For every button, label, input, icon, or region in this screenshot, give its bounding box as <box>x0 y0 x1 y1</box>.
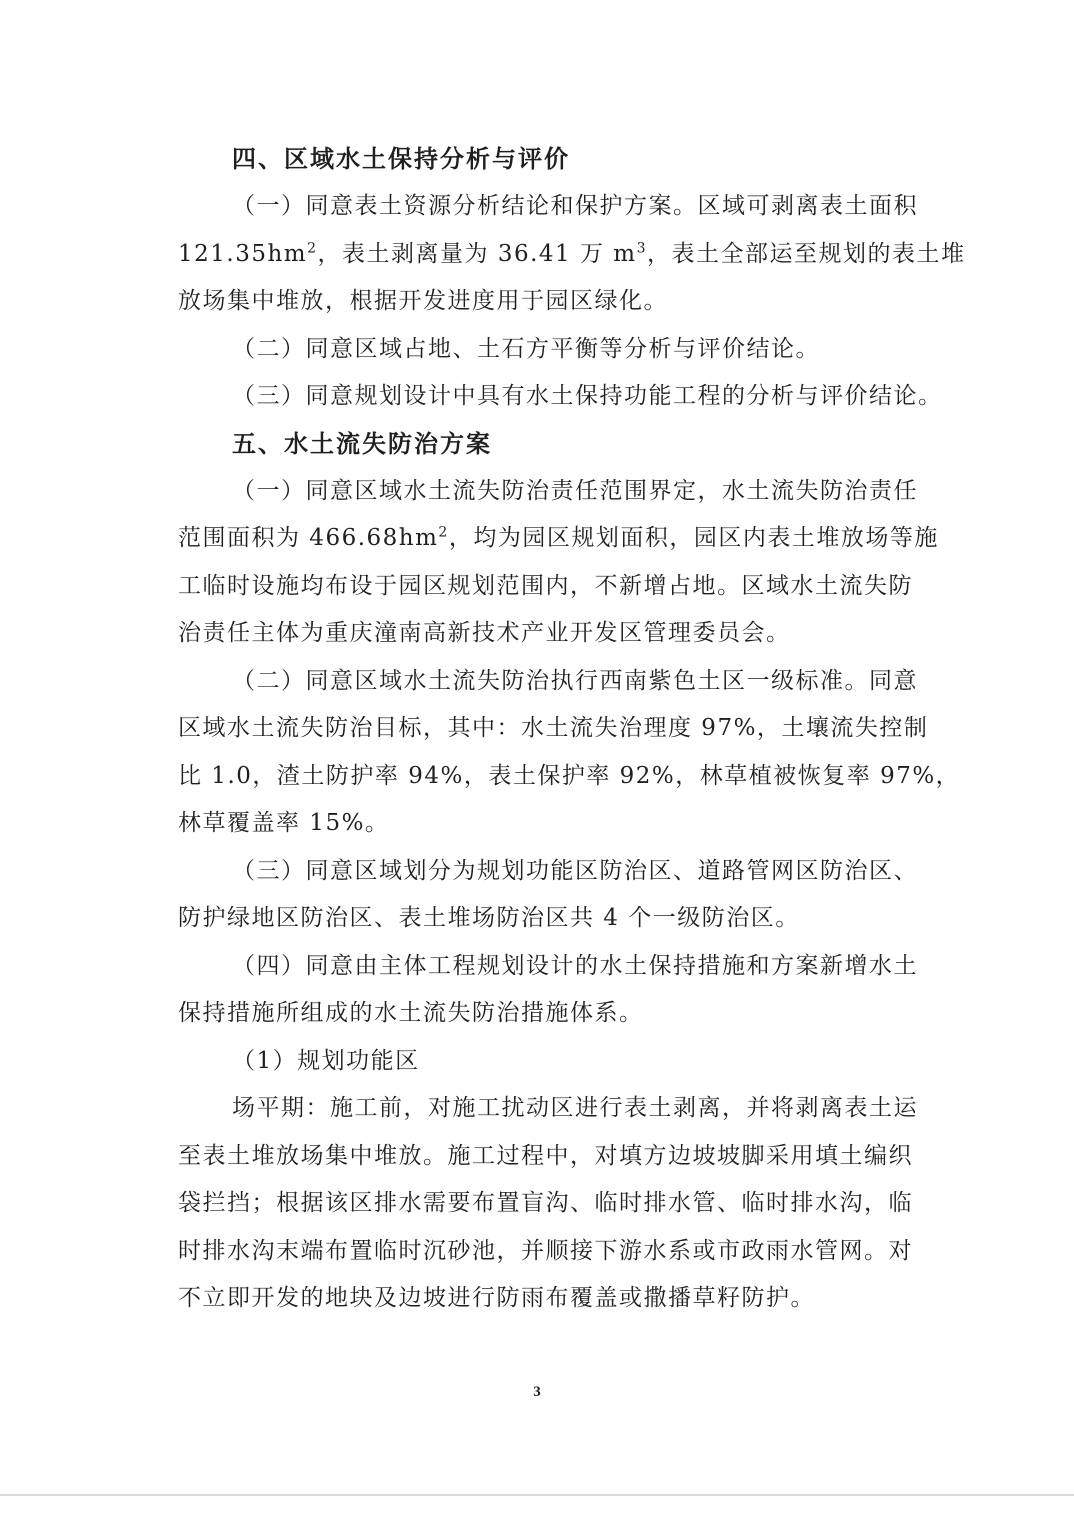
text-segment: ，均为园区规划面积，园区内表土堆放场等施 <box>448 525 939 551</box>
paragraph <box>178 326 920 374</box>
document-body <box>178 136 966 1323</box>
text-line: 区域水土流失防治目标，其中：水土流失治理度 97%，土壤流失控制 <box>178 715 929 741</box>
paragraph <box>178 658 961 848</box>
scan-edge-divider <box>0 1494 1074 1496</box>
paragraph <box>178 373 943 421</box>
paragraph <box>178 468 939 658</box>
paragraph <box>178 1085 920 1323</box>
section-heading: 四、区域水土保持分析与评价 <box>232 145 570 173</box>
paragraph <box>178 1038 920 1086</box>
page-number: 3 <box>533 1384 541 1400</box>
text-line: （三）同意规划设计中具有水土保持功能工程的分析与评价结论。 <box>232 383 943 409</box>
text-line: （一）同意区域水土流失防治责任范围界定，水土流失防治责任 <box>232 477 918 504</box>
text-line: 林草覆盖率 15%。 <box>178 810 390 836</box>
text-segment: 121.35hm <box>178 240 308 267</box>
paragraph <box>178 183 966 326</box>
text-line: 比 1.0，渣土防护率 94%，表土保护率 92%，林草植被恢复率 97%， <box>178 762 961 789</box>
text-line: 工临时设施均布设于园区规划范围内，不新增占地。区域水土流失防 <box>178 572 913 599</box>
text-segment: 范围面积为 466.68hm <box>178 525 439 551</box>
text-line: 放场集中堆放，根据开发进度用于园区绿化。 <box>178 288 668 314</box>
text-line: 治责任主体为重庆潼南高新技术产业开发区管理委员会。 <box>178 620 791 646</box>
text-segment: ，表土剥离量为 36.41 万 m <box>317 240 637 267</box>
text-line: 防护绿地区防治区、表土堆场防治区共 4 个一级防治区。 <box>178 905 800 931</box>
text-line: 不立即开发的地块及边坡进行防雨布覆盖或撒播草籽防护。 <box>178 1285 815 1311</box>
superscript: 3 <box>636 239 648 256</box>
superscript: 2 <box>438 524 449 541</box>
text-segment: ，表土全部运至规划的表土堆 <box>647 240 966 267</box>
text-line: （三）同意区域划分为规划功能区防治区、道路管网区防治区、 <box>232 857 918 884</box>
text-line: （四）同意由主体工程规划设计的水土保持措施和方案新增水土 <box>232 952 918 979</box>
superscript: 2 <box>307 239 318 256</box>
text-line: 时排水沟末端布置临时沉砂池，并顺接下游水系或市政雨水管网。对 <box>178 1237 913 1264</box>
section-heading: 五、水土流失防治方案 <box>232 429 492 458</box>
text-line: 场平期：施工前，对施工扰动区进行表土剥离，并将剥离表土运 <box>232 1095 918 1121</box>
text-line: 保持措施所组成的水土流失防治措施体系。 <box>178 1000 644 1026</box>
text-line: （二）同意区域占地、土石方平衡等分析与评价结论。 <box>232 335 820 362</box>
text-line: （二）同意区域水土流失防治执行西南紫色土区一级标准。同意 <box>232 667 918 694</box>
text-line: （1）规划功能区 <box>232 1047 420 1074</box>
paragraph <box>178 848 920 943</box>
paragraph <box>178 943 920 1038</box>
text-line: （一）同意表土资源分析结论和保护方案。区域可剥离表土面积 <box>232 193 918 219</box>
text-line <box>178 231 966 279</box>
text-line: 袋拦挡；根据该区排水需要布置盲沟、临时排水管、临时排水沟，临 <box>178 1190 913 1216</box>
text-line <box>178 515 939 563</box>
text-line: 至表土堆放场集中堆放。施工过程中，对填方边坡坡脚采用填土编织 <box>178 1142 913 1169</box>
